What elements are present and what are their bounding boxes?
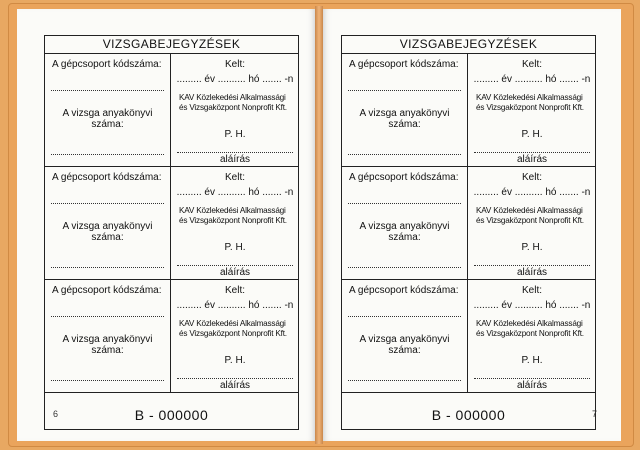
entry-right-cell bbox=[468, 54, 596, 166]
code-field[interactable] bbox=[348, 90, 461, 91]
exam-entry bbox=[45, 280, 298, 393]
code-label: A gépcsoport kódszáma: bbox=[349, 172, 459, 183]
issued-label: Kelt: bbox=[521, 172, 542, 183]
booklet-spine bbox=[315, 6, 323, 444]
form-title: VIZSGABEJEGYZÉSEK bbox=[45, 36, 298, 54]
signature-field[interactable] bbox=[177, 378, 293, 379]
organization-name: KAV Közlekedési Alkalmassági és Vizsgaközpont Nonprofit Kft. bbox=[179, 319, 287, 338]
entry-left-cell bbox=[45, 54, 170, 166]
issued-label: Kelt: bbox=[521, 59, 542, 70]
exam-entry bbox=[342, 280, 595, 393]
signature-field[interactable] bbox=[474, 152, 590, 153]
serial-number: B - 000000 bbox=[431, 407, 506, 423]
date-field[interactable]: ......... év .......... hó ....... -n bbox=[176, 300, 294, 311]
code-field[interactable] bbox=[51, 90, 164, 91]
form-title: VIZSGABEJEGYZÉSEK bbox=[342, 36, 595, 54]
registry-label: A vizsga anyakönyvi száma: bbox=[359, 334, 450, 356]
organization-name: KAV Közlekedési Alkalmassági és Vizsgaközpont Nonprofit Kft. bbox=[476, 93, 584, 112]
date-field[interactable]: ......... év .......... hó ....... -n bbox=[473, 300, 591, 311]
registry-label: A vizsga anyakönyvi száma: bbox=[359, 221, 450, 243]
issued-label: Kelt: bbox=[224, 59, 245, 70]
signature-label: aláírás bbox=[516, 267, 547, 278]
page-number: 6 bbox=[53, 409, 59, 419]
exam-records-form bbox=[341, 35, 596, 430]
code-field[interactable] bbox=[51, 316, 164, 317]
left-page bbox=[17, 9, 315, 441]
code-label: A gépcsoport kódszáma: bbox=[349, 285, 459, 296]
signature-field[interactable] bbox=[474, 265, 590, 266]
signature-label: aláírás bbox=[516, 380, 547, 391]
page-number: 7 bbox=[591, 409, 597, 419]
registry-field[interactable] bbox=[348, 380, 461, 381]
code-label: A gépcsoport kódszáma: bbox=[349, 59, 459, 70]
registry-label: A vizsga anyakönyvi száma: bbox=[359, 108, 450, 130]
signature-label: aláírás bbox=[219, 267, 250, 278]
signature-label: aláírás bbox=[516, 154, 547, 165]
right-page bbox=[323, 9, 621, 441]
code-field[interactable] bbox=[51, 203, 164, 204]
entry-left-cell bbox=[342, 280, 467, 392]
signature-field[interactable] bbox=[474, 378, 590, 379]
stamp-placeholder: P. H. bbox=[521, 355, 543, 366]
entry-left-cell bbox=[342, 167, 467, 279]
stamp-placeholder: P. H. bbox=[224, 242, 246, 253]
registry-field[interactable] bbox=[348, 154, 461, 155]
registry-field[interactable] bbox=[51, 380, 164, 381]
organization-name: KAV Közlekedési Alkalmassági és Vizsgaközpont Nonprofit Kft. bbox=[179, 206, 287, 225]
stamp-placeholder: P. H. bbox=[521, 242, 543, 253]
date-field[interactable]: ......... év .......... hó ....... -n bbox=[473, 187, 591, 198]
issued-label: Kelt: bbox=[224, 172, 245, 183]
code-field[interactable] bbox=[348, 316, 461, 317]
signature-label: aláírás bbox=[219, 154, 250, 165]
entry-left-cell bbox=[342, 54, 467, 166]
organization-name: KAV Közlekedési Alkalmassági és Vizsgaközpont Nonprofit Kft. bbox=[179, 93, 287, 112]
code-label: A gépcsoport kódszáma: bbox=[52, 285, 162, 296]
entry-right-cell bbox=[468, 280, 596, 392]
date-field[interactable]: ......... év .......... hó ....... -n bbox=[176, 187, 294, 198]
date-field[interactable]: ......... év .......... hó ....... -n bbox=[473, 74, 591, 85]
issued-label: Kelt: bbox=[521, 285, 542, 296]
code-label: A gépcsoport kódszáma: bbox=[52, 59, 162, 70]
entry-right-cell bbox=[468, 167, 596, 279]
organization-name: KAV Közlekedési Alkalmassági és Vizsgaközpont Nonprofit Kft. bbox=[476, 319, 584, 338]
exam-entry bbox=[45, 167, 298, 280]
organization-name: KAV Közlekedési Alkalmassági és Vizsgaközpont Nonprofit Kft. bbox=[476, 206, 584, 225]
issued-label: Kelt: bbox=[224, 285, 245, 296]
registry-field[interactable] bbox=[51, 267, 164, 268]
stamp-placeholder: P. H. bbox=[224, 355, 246, 366]
registry-field[interactable] bbox=[51, 154, 164, 155]
code-label: A gépcsoport kódszáma: bbox=[52, 172, 162, 183]
registry-field[interactable] bbox=[348, 267, 461, 268]
stamp-placeholder: P. H. bbox=[224, 129, 246, 140]
exam-entry bbox=[45, 54, 298, 167]
stamp-placeholder: P. H. bbox=[521, 129, 543, 140]
entry-right-cell bbox=[171, 280, 299, 392]
code-field[interactable] bbox=[348, 203, 461, 204]
registry-label: A vizsga anyakönyvi száma: bbox=[62, 221, 153, 243]
exam-entry bbox=[342, 54, 595, 167]
signature-field[interactable] bbox=[177, 152, 293, 153]
serial-number: B - 000000 bbox=[134, 407, 209, 423]
signature-label: aláírás bbox=[219, 380, 250, 391]
registry-label: A vizsga anyakönyvi száma: bbox=[62, 108, 153, 130]
entry-left-cell bbox=[45, 280, 170, 392]
exam-records-form bbox=[44, 35, 299, 430]
date-field[interactable]: ......... év .......... hó ....... -n bbox=[176, 74, 294, 85]
signature-field[interactable] bbox=[177, 265, 293, 266]
entry-right-cell bbox=[171, 167, 299, 279]
exam-entry bbox=[342, 167, 595, 280]
entry-right-cell bbox=[171, 54, 299, 166]
registry-label: A vizsga anyakönyvi száma: bbox=[62, 334, 153, 356]
entry-left-cell bbox=[45, 167, 170, 279]
